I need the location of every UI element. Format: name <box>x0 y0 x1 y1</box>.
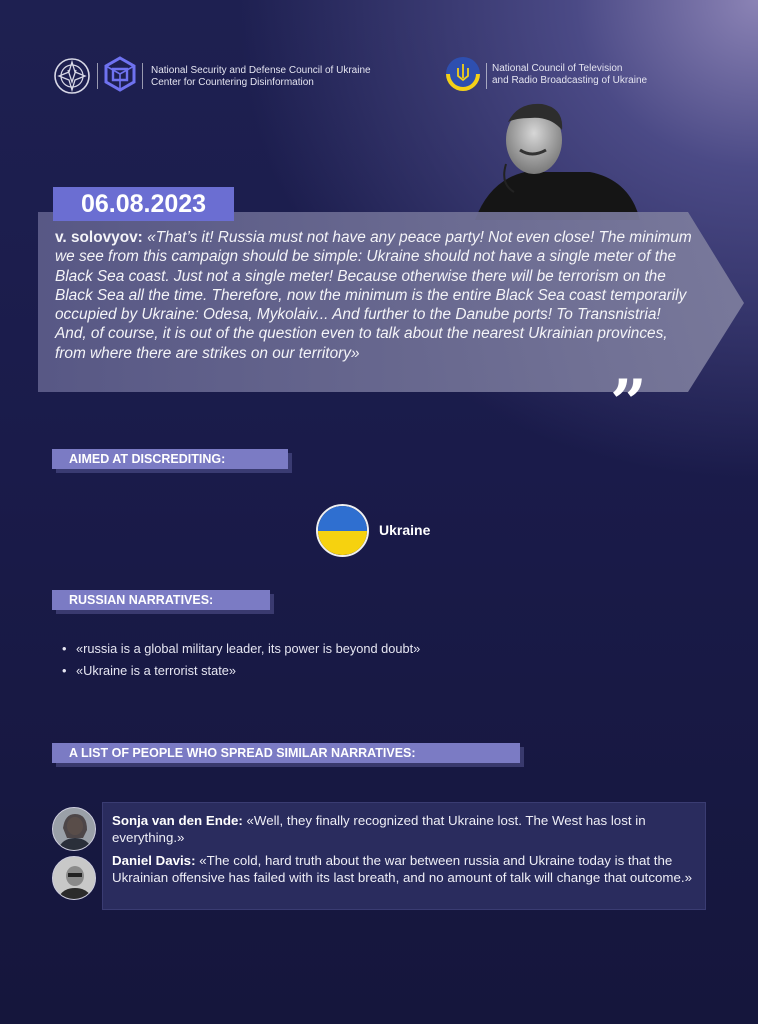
list-item <box>112 812 698 846</box>
header-separator <box>486 63 487 89</box>
nsdc-org-name: National Security and Defense Council of Ukraine Center for Countering Disinformation <box>151 65 371 88</box>
quote-text <box>55 228 695 363</box>
person-avatar-icon <box>53 808 96 851</box>
avatar <box>52 807 96 851</box>
ccd-cube-logo-icon <box>103 56 137 92</box>
quote-body: «That’s it! Russia must not have any peace party! Not even close! The minimum we see from this campaign should be simple: Ukraine should not have a single meter of the Black Sea coast. Just not a single meter! Because otherwise there will be terrorism on the Black Sea all the time. Therefore, now the minimum is the entire Black Sea coast temporarily occupied by Ukraine: Odesa, Mykolaiv... And further to the Danube ports! To Transnistria! And, of course, it is out of the question even to talk about the nearest Ukrainian provinces, from where there are strikes on our territory» <box>55 229 692 362</box>
date-badge: 06.08.2023 <box>53 187 234 221</box>
quote-speaker: v. solovyov: <box>55 229 143 246</box>
russian-narratives-label: RUSSIAN NARRATIVES: <box>52 590 270 610</box>
person-quote: «Well, they finally recognized that Ukraine lost. The West has lost in everything.» <box>112 813 646 845</box>
person-name: Sonja van den Ende: <box>112 813 243 828</box>
avatar <box>52 856 96 900</box>
list-item <box>112 852 698 886</box>
nctv-org-name: National Council of Television and Radio Broadcasting of Ukraine <box>492 63 648 86</box>
nctv-logo-icon <box>443 54 483 94</box>
list-item: • «Ukraine is a terrorist state» <box>62 660 420 682</box>
person-name: Daniel Davis: <box>112 853 196 868</box>
aimed-at-target: Ukraine <box>379 522 431 538</box>
list-item: • «russia is a global military leader, its power is beyond doubt» <box>62 638 420 660</box>
person-avatar-icon <box>53 857 96 900</box>
aimed-at-label: AIMED AT DISCREDITING: <box>52 449 288 469</box>
header-separator <box>97 63 98 89</box>
header-separator <box>142 63 143 89</box>
nsdc-emblem-icon <box>52 56 92 96</box>
person-quote: «The cold, hard truth about the war between russia and Ukraine today is that the Ukrainian offensive has failed with its last breath, and no amount of talk will change that outcome.» <box>112 853 692 885</box>
people-list-label: A LIST OF PEOPLE WHO SPREAD SIMILAR NARRATIVES: <box>52 743 520 763</box>
ukraine-flag-icon <box>316 504 369 557</box>
speaker-photo <box>470 100 645 220</box>
quote-mark-icon: ” <box>610 366 647 441</box>
narratives-list <box>62 638 420 682</box>
